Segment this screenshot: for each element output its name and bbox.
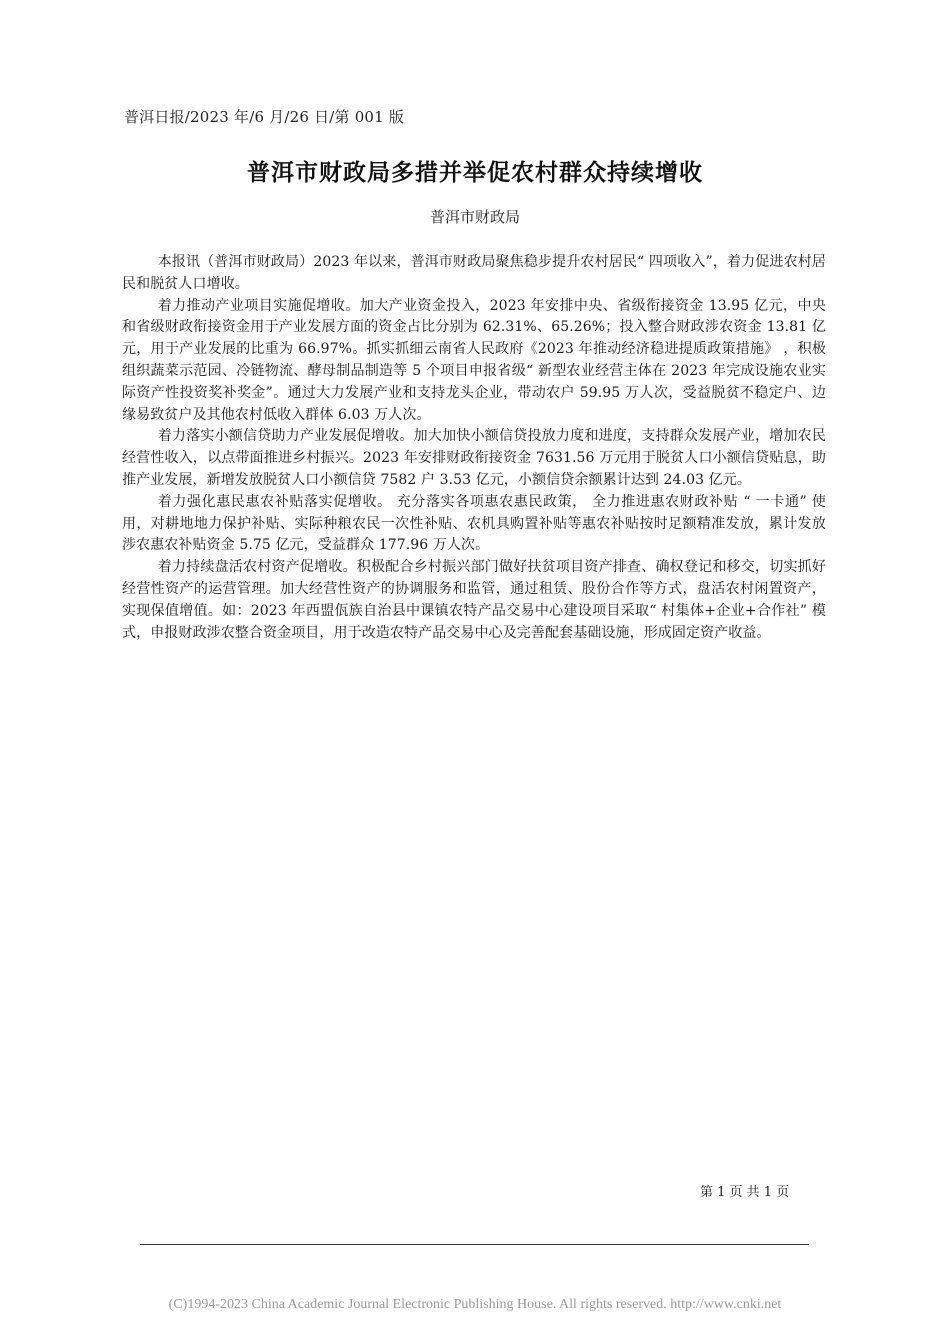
article-body: [122, 252, 826, 644]
body-paragraph-industry-projects: 着力推动产业项目实施促增收。加大产业资金投入，2023 年安排中央、省级衔接资金 13.95 亿元，中央和省级财政衔接资金用于产业发展方面的资金占比分别为 62.31%、65.26%；投入整合财政涉农资金 13.81 亿元，用于产业发展的比重为 66.97%。抓实抓细云南省人民政府《2023 年推动经济稳进提质政策措施》 ，积极组织蔬菜示范园、冷链物流、酵母制品制造等 5 个项目申报省级“ 新型农业经营主体在 2023 年完成设施农业实际资产性投资奖补奖金”。通过大力发展产业和支持龙头企业，带动农户 59.95 万人次，受益脱贫不稳定户、边缘易致贫户及其他农村低收入群体 6.03 万人次。: [122, 297, 826, 423]
body-paragraph-intro: 本报讯（普洱市财政局）2023 年以来，普洱市财政局聚焦稳步提升农村居民“ 四项收入”，着力促进农村居民和脱贫人口增收。: [122, 254, 826, 292]
body-paragraph-microcredit: 着力落实小额信贷助力产业发展促增收。加大加快小额信贷投放力度和进度，支持群众发展产业，增加农民经营性收入，以点带面推进乡村振兴。2023 年安排财政衔接资金 7631.56 万元用于脱贫人口小额信贷贴息，助推产业发展，新增发放脱贫人口小额信贷 7582 户 3.53 亿元，小额信贷余额累计达到 24.03 亿元。: [122, 428, 826, 488]
copyright-notice: (C)1994-2023 China Academic Journal Electronic Publishing House. All rights reserved. http://www.cnki.net: [168, 1297, 782, 1312]
page-number: 第 1 页 共 1 页: [700, 1185, 790, 1200]
body-paragraph-rural-assets: 着力持续盘活农村资产促增收。积极配合乡村振兴部门做好扶贫项目资产排查、确权登记和移交，切实抓好经营性资产的运营管理。加大经营性资产的协调服务和监管，通过租赁、股份合作等方式，盘活农村闲置资产，实现保值增值。如：2023 年西盟佤族自治县中课镇农特产品交易中心建设项目采取“ 村集体+企业+合作社” 模式，申报财政涉农整合资金项目，用于改造农特产品交易中心及完善配套基础设施，形成固定资产收益。: [122, 559, 826, 641]
article-title: 普洱市财政局多措并举促农村群众持续增收: [247, 159, 703, 186]
publication-source-line: 普洱日报/2023 年/6 月/26 日/第 001 版: [124, 108, 405, 126]
body-paragraph-subsidies: 着力强化惠民惠农补贴落实促增收。 充分落实各项惠农惠民政策， 全力推进惠农财政补贴 “ 一卡通” 使用，对耕地地力保护补贴、实际种粮农民一次性补贴、农机具购置补贴等惠农补贴按时足额精准发放，累计发放涉农惠农补贴资金 5.75 亿元，受益群众 177.96 万人次。: [122, 493, 826, 554]
footer-divider: [140, 1244, 809, 1245]
article-author: 普洱市财政局: [429, 208, 520, 226]
